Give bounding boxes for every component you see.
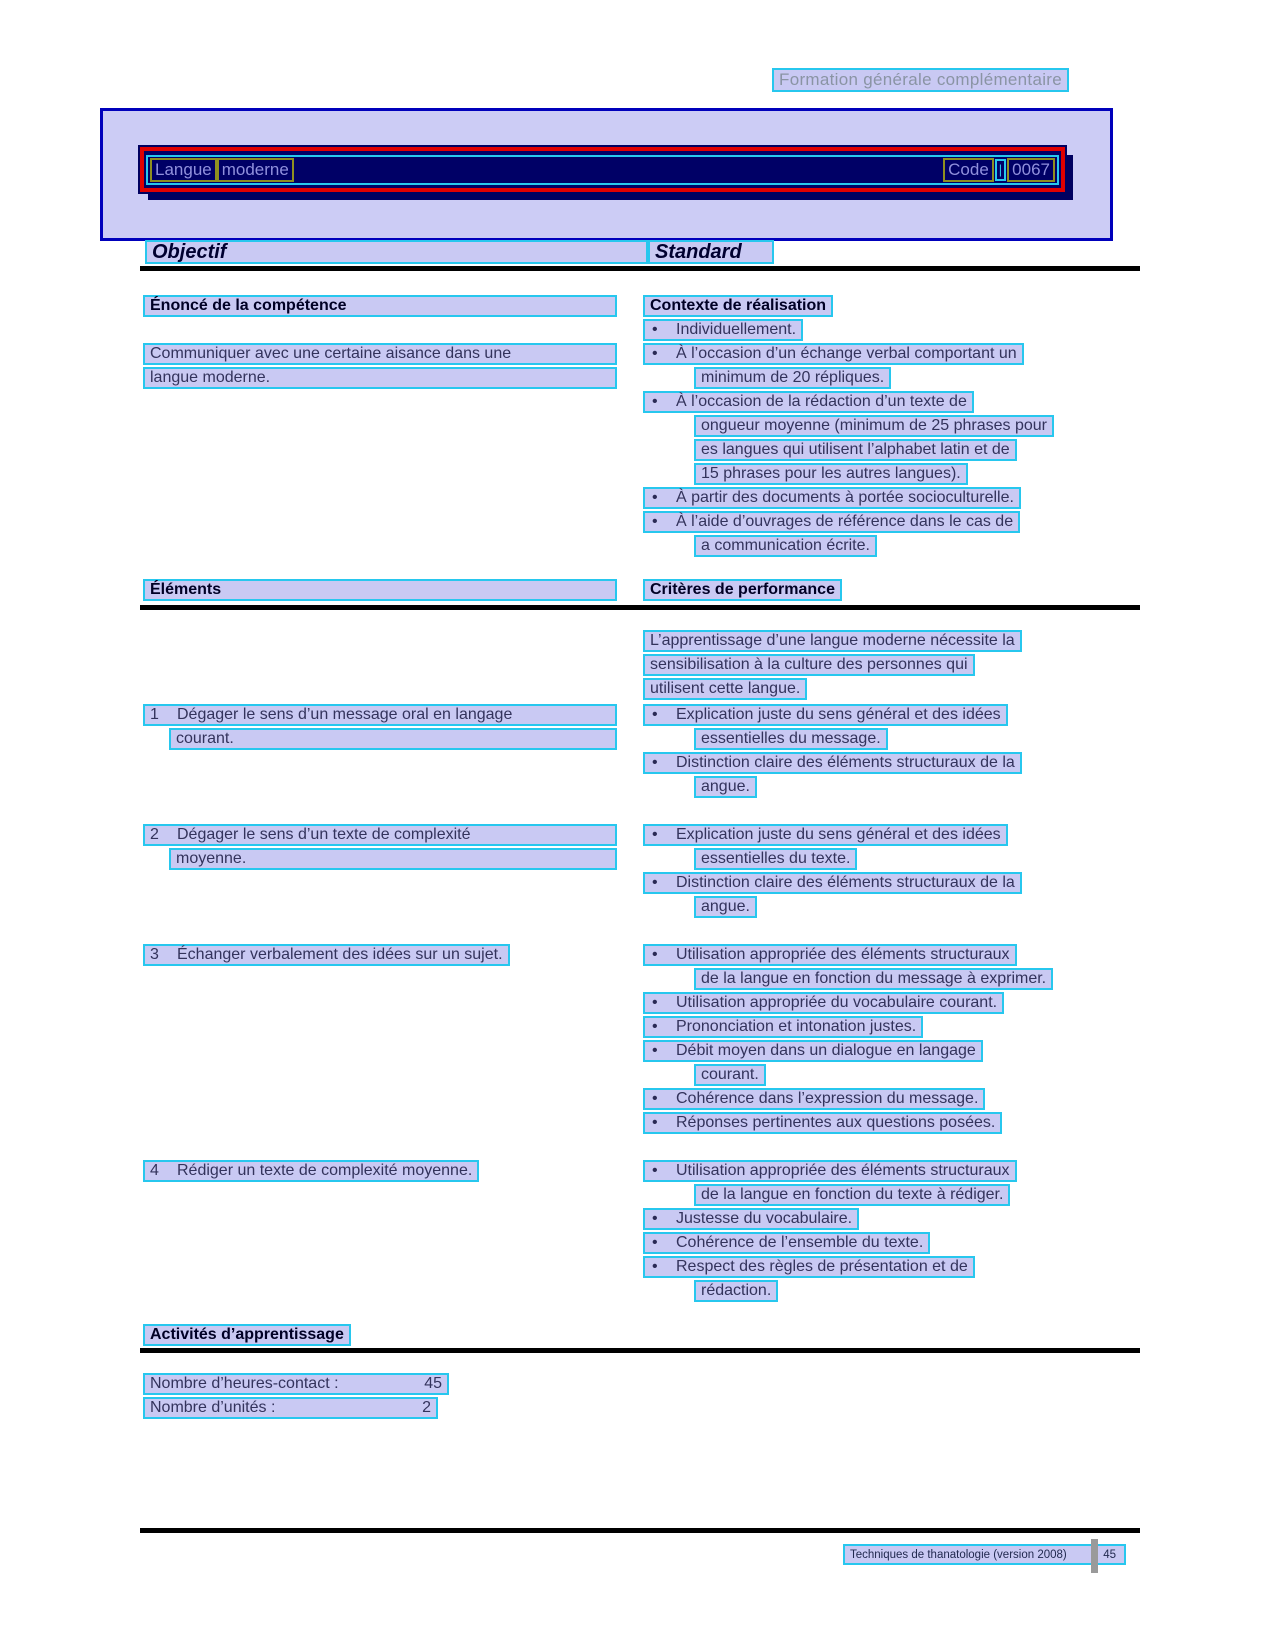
criterion-text: Respect des règles de présentation et de [676, 1258, 968, 1275]
criterion [643, 872, 1022, 894]
page-title-word: Langue [150, 158, 217, 182]
list-item-text: Individuellement. [676, 321, 797, 338]
footer-rule [140, 1528, 1140, 1533]
list-item-continuation: 15 phrases pour les autres langues). [694, 463, 968, 485]
section-heading-contexte: Contexte de réalisation [643, 295, 833, 317]
criterion [643, 992, 1004, 1014]
list-item [643, 511, 1020, 533]
intro-line: sensibilisation à la culture des personnes qui [643, 654, 975, 676]
list-item [643, 319, 803, 341]
section-heading-enonce: Énoncé de la compétence [143, 295, 617, 317]
element-row-2 [143, 824, 1143, 920]
list-item-continuation: ongueur moyenne (minimum de 25 phrases pour [694, 415, 1054, 437]
criterion-continuation: angue. [694, 776, 757, 798]
element-number: 2 [150, 826, 159, 843]
criterion-text: Cohérence de l’ensemble du texte. [676, 1234, 924, 1251]
bullet-icon: • [652, 754, 658, 771]
element-continuation: courant. [169, 728, 617, 750]
bullet-icon: • [652, 345, 658, 362]
element-text: Rédiger un texte de complexité moyenne. [177, 1162, 473, 1179]
bullet-icon: • [652, 1258, 658, 1275]
bullet-icon: • [652, 1210, 658, 1227]
bullet-icon: • [652, 1162, 658, 1179]
footer-page-number: 45 [1103, 1548, 1116, 1561]
bullet-icon: • [652, 1114, 658, 1131]
element-item [143, 944, 510, 966]
bullet-icon: • [652, 946, 658, 963]
criterion-text: Débit moyen dans un dialogue en langage [676, 1042, 976, 1059]
criterion-text: Justesse du vocabulaire. [676, 1210, 853, 1227]
column-heading-objectif: Objectif [145, 240, 648, 264]
hours-contact-value: 45 [424, 1375, 442, 1392]
element-number: 3 [150, 946, 159, 963]
element-text: Dégager le sens d’un texte de complexité [177, 826, 471, 843]
criterion-continuation: angue. [694, 896, 757, 918]
criterion [643, 704, 1008, 726]
criterion-continuation: essentielles du message. [694, 728, 888, 750]
criterion-continuation: de la langue en fonction du message à exprimer. [694, 968, 1053, 990]
course-title-bar [140, 147, 1065, 192]
criterion-continuation: rédaction. [694, 1280, 778, 1302]
units-value: 2 [422, 1399, 431, 1416]
element-number: 1 [150, 706, 159, 723]
criterion [643, 1088, 985, 1110]
list-item [643, 391, 974, 413]
bullet-icon: • [652, 874, 658, 891]
list-item-text: À partir des documents à portée socioculturelle. [676, 489, 1014, 506]
list-item-continuation: minimum de 20 répliques. [694, 367, 891, 389]
criterion [643, 944, 1017, 966]
criterion [643, 752, 1022, 774]
bullet-icon: • [652, 706, 658, 723]
criterion-text: Explication juste du sens général et des idées [676, 826, 1001, 843]
section-heading-elements: Éléments [143, 579, 617, 601]
program-label: Formation générale complémentaire [772, 68, 1069, 92]
criterion-continuation: courant. [694, 1064, 766, 1086]
code-value: 0067 [1007, 158, 1055, 182]
element-number: 4 [150, 1162, 159, 1179]
criterion-continuation: essentielles du texte. [694, 848, 857, 870]
competence-line: langue moderne. [143, 367, 617, 389]
bullet-icon: • [652, 1018, 658, 1035]
bullet-icon: • [652, 1042, 658, 1059]
element-text: Dégager le sens d’un message oral en langage [177, 706, 513, 723]
intro-row [143, 630, 1143, 702]
footer-separator-bar [1091, 1539, 1098, 1573]
course-title [150, 158, 294, 182]
section-rule [140, 605, 1140, 610]
criterion-text: Utilisation appropriée des éléments structuraux [676, 946, 1010, 963]
hours-contact-row [143, 1373, 449, 1395]
criterion-continuation: de la langue en fonction du texte à rédiger. [694, 1184, 1010, 1206]
criterion-text: Réponses pertinentes aux questions posées. [676, 1114, 996, 1131]
element-item [143, 704, 617, 726]
element-row-4 [143, 1160, 1143, 1304]
list-item-text: À l’aide d’ouvrages de référence dans le cas de [676, 513, 1014, 530]
section-heading-activites: Activités d’apprentissage [143, 1324, 351, 1346]
criterion-text: Distinction claire des éléments structuraux de la [676, 874, 1015, 891]
competence-line: Communiquer avec une certaine aisance dans une [143, 343, 617, 365]
list-item-text: À l’occasion d’un échange verbal comportant un [676, 345, 1017, 362]
intro-line: utilisent cette langue. [643, 678, 807, 700]
criterion-text: Cohérence dans l’expression du message. [676, 1090, 979, 1107]
criterion [643, 1112, 1002, 1134]
section-rule [140, 266, 1140, 271]
bullet-icon: • [652, 393, 658, 410]
element-text: Échanger verbalement des idées sur un sujet. [177, 946, 503, 963]
course-panel [100, 108, 1113, 241]
bullet-icon: • [652, 513, 658, 530]
intro-line: L’apprentissage d’une langue moderne nécessite la [643, 630, 1022, 652]
element-continuation: moyenne. [169, 848, 617, 870]
page-title-word: moderne [217, 158, 294, 182]
criterion [643, 1160, 1017, 1182]
units-label: Nombre d’unités : [150, 1399, 276, 1416]
criterion [643, 1232, 930, 1254]
criterion [643, 1208, 859, 1230]
headings-row-1 [143, 295, 1143, 319]
section-rule [140, 1348, 1140, 1353]
criterion-text: Distinction claire des éléments structuraux de la [676, 754, 1015, 771]
element-item [143, 1160, 479, 1182]
activites-heading-row [143, 1324, 1143, 1346]
criterion [643, 1256, 975, 1278]
bullet-icon: • [652, 994, 658, 1011]
list-item-text: À l’occasion de la rédaction d’un texte de [676, 393, 967, 410]
bullet-icon: • [652, 826, 658, 843]
bullet-icon: • [652, 1234, 658, 1251]
competence-row [143, 319, 1143, 559]
criterion [643, 824, 1008, 846]
title-line-highlight [146, 155, 1059, 185]
list-item [643, 343, 1024, 365]
criterion-text: Explication juste du sens général et des idées [676, 706, 1001, 723]
bullet-icon: • [652, 489, 658, 506]
criterion [643, 1016, 923, 1038]
bullet-icon: • [652, 321, 658, 338]
criterion-text: Utilisation appropriée du vocabulaire courant. [676, 994, 998, 1011]
criterion-text: Prononciation et intonation justes. [676, 1018, 917, 1035]
list-item-continuation: es langues qui utilisent l’alphabet latin et de [694, 439, 1017, 461]
criterion [643, 1040, 983, 1062]
bullet-icon: • [652, 1090, 658, 1107]
hours-rows [143, 1373, 1143, 1419]
list-item-continuation: a communication écrite. [694, 535, 877, 557]
code-label: Code [943, 158, 994, 182]
code-separator: | [995, 159, 1006, 181]
headings-row-2 [143, 579, 1143, 603]
footer [843, 1544, 1126, 1565]
hours-contact-label: Nombre d’heures-contact : [150, 1375, 339, 1392]
list-item [643, 487, 1021, 509]
element-item [143, 824, 617, 846]
document-body [143, 295, 1143, 1421]
element-row-1 [143, 704, 1143, 800]
criterion-text: Utilisation appropriée des éléments structuraux [676, 1162, 1010, 1179]
column-heading-standard: Standard [648, 240, 774, 264]
element-row-3 [143, 944, 1143, 1136]
section-heading-criteres: Critères de performance [643, 579, 842, 601]
course-code [943, 158, 1055, 182]
footer-text: Techniques de thanatologie (version 2008) [850, 1548, 1067, 1561]
units-row [143, 1397, 438, 1419]
